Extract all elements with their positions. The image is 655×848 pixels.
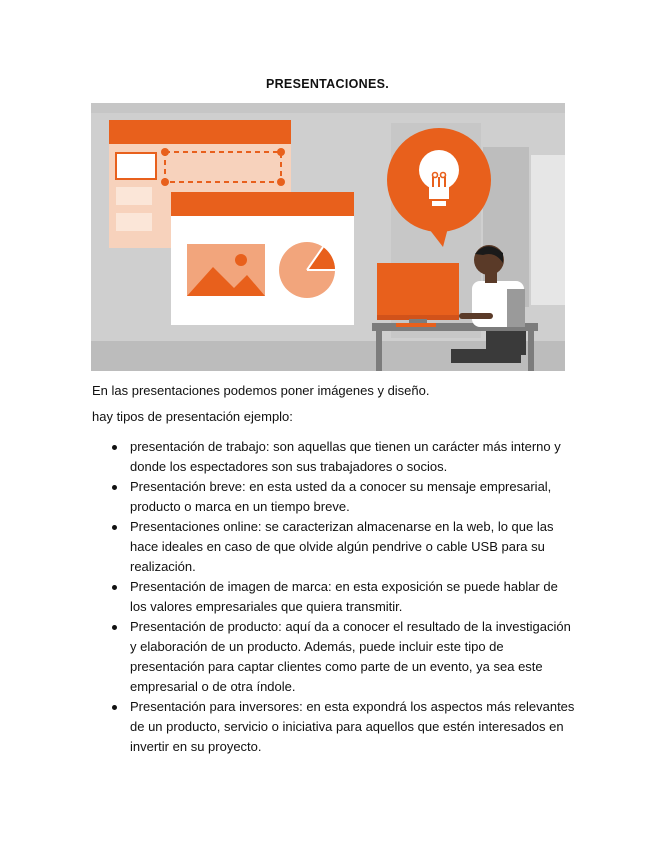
bullet-icon	[112, 705, 117, 710]
types-intro: hay tipos de presentación ejemplo:	[92, 409, 293, 424]
image-placeholder-icon	[187, 244, 265, 296]
bullet-icon	[112, 485, 117, 490]
bullet-icon	[112, 585, 117, 590]
page-title: PRESENTACIONES.	[265, 77, 390, 91]
list-item: Presentación de imagen de marca: en esta exposición se puede hablar de los valores empresariales que quiera transmitir.	[92, 577, 577, 617]
presentation-illustration	[91, 103, 565, 371]
bullet-icon	[112, 445, 117, 450]
bullet-icon	[112, 525, 117, 530]
list-item: Presentación para inversores: en esta expondrá los aspectos más relevantes de un producto, servicio o iniciativa para aquellos que estén interesados en invertir en su proyecto.	[92, 697, 577, 757]
bullet-icon	[112, 625, 117, 630]
pie-chart-icon	[279, 242, 335, 298]
list-item: presentación de trabajo: son aquellas que tienen un carácter más interno y donde los espectadores son sus trabajadores o socios.	[92, 437, 577, 477]
monitor-icon	[377, 263, 459, 327]
intro-paragraph: En las presentaciones podemos poner imágenes y diseño.	[92, 383, 430, 398]
list-item: Presentaciones online: se caracterizan almacenarse en la web, lo que las hace ideales en caso de que olvide algún pendrive o cable USB para su realización.	[92, 517, 577, 577]
presentation-types-list	[92, 437, 577, 757]
slide-front-icon	[171, 192, 354, 325]
list-item: Presentación de producto: aquí da a conocer el resultado de la investigación y elaboración de un producto. Además, puede incluir este tipo de presentación para captar clientes como parte de un evento, ya sea este empresarial o de otra índole.	[92, 617, 577, 697]
list-item: Presentación breve: en esta usted da a conocer su mensaje empresarial, producto o marca en un tiempo breve.	[92, 477, 577, 517]
